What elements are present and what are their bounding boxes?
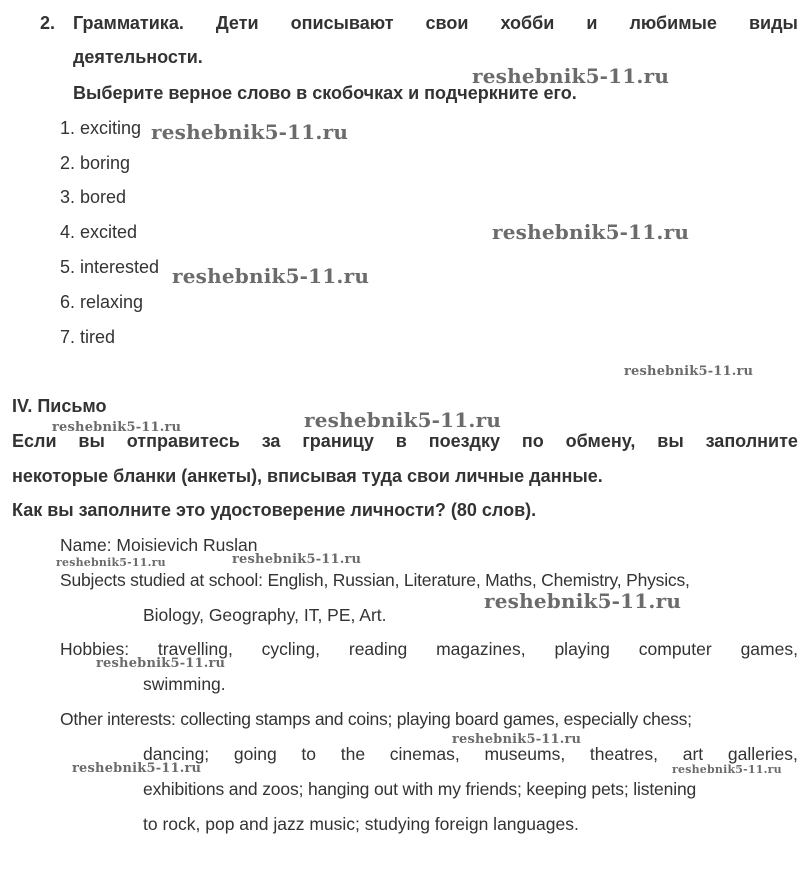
interests-word: cinemas, [389, 744, 460, 764]
interests-word: to [301, 744, 317, 764]
watermark: reshebnik5-11.ru [452, 732, 582, 747]
interests-word: museums, [484, 744, 566, 764]
hobbies-word: games, [740, 639, 798, 659]
hobbies-word: travelling, [157, 639, 233, 659]
heading-word: любимые [629, 13, 717, 33]
heading-word: Грамматика. [73, 13, 184, 33]
heading-word: свои [425, 13, 469, 33]
section4-para-line2: некоторые бланки (анкеты), вписывая туда свои личные данные. [12, 466, 603, 486]
answer-item-2: 2. boring [60, 153, 131, 173]
para-word: по [521, 431, 544, 451]
section4-title: IV. Письмо [12, 396, 107, 416]
section2-instruction: Выберите верное слово в скобочках и подчеркните его. [73, 83, 577, 103]
answer-item-4: 4. excited [60, 222, 138, 242]
para-word: отправитесь [126, 431, 240, 451]
heading-word: и [586, 13, 598, 33]
answer-item-7: 7. tired [60, 327, 116, 347]
interests-word: theatres, [589, 744, 659, 764]
form-interests-line3: exhibitions and zoos; hanging out with my friends; keeping pets; listening [143, 779, 697, 799]
watermark: reshebnik5-11.ru [672, 763, 782, 776]
hobbies-word: cycling, [261, 639, 321, 659]
answer-item-1: 1. exciting [60, 118, 142, 138]
interests-word: going [233, 744, 277, 764]
hobbies-word: magazines, [436, 639, 526, 659]
watermark: reshebnik5-11.ru [52, 420, 182, 435]
para-word: заполните [705, 431, 798, 451]
para-word: в [395, 431, 407, 451]
heading-word: описывают [290, 13, 394, 33]
para-word: поездку [428, 431, 500, 451]
watermark: reshebnik5-11.ru [304, 408, 502, 432]
hobbies-word: computer [638, 639, 712, 659]
watermark: reshebnik5-11.ru [172, 264, 370, 288]
para-word: границу [302, 431, 374, 451]
watermark: reshebnik5-11.ru [484, 589, 682, 613]
watermark: reshebnik5-11.ru [72, 761, 202, 776]
watermark: reshebnik5-11.ru [472, 64, 670, 88]
interests-word: the [340, 744, 366, 764]
watermark: reshebnik5-11.ru [56, 556, 166, 569]
watermark: reshebnik5-11.ru [96, 656, 226, 671]
interests-word: galleries, [727, 744, 798, 764]
form-name-line: Name: Moisievich Ruslan [60, 535, 258, 555]
watermark: reshebnik5-11.ru [151, 120, 349, 144]
interests-word: dancing; [143, 744, 210, 764]
heading-word: Дети [215, 13, 259, 33]
answer-item-3: 3. bored [60, 187, 127, 207]
section2-heading-line2: деятельности. [73, 47, 203, 67]
hobbies-word: Hobbies: [60, 639, 130, 659]
form-interests-line4: to rock, pop and jazz music; studying foreign languages. [143, 814, 579, 834]
section2-number: 2. [40, 13, 56, 33]
answer-item-5: 5. interested [60, 257, 160, 277]
form-subjects-line1: Subjects studied at school: English, Russian, Literature, Maths, Chemistry, Physics, [60, 570, 690, 590]
para-word: вы [78, 431, 105, 451]
watermark: reshebnik5-11.ru [624, 364, 754, 379]
form-hobbies-line2: swimming. [143, 674, 226, 694]
section4-para-line3: Как вы заполните это удостоверение личности? (80 слов). [12, 500, 537, 520]
hobbies-word: playing [554, 639, 610, 659]
interests-word: art [682, 744, 704, 764]
hobbies-word: reading [348, 639, 408, 659]
para-word: за [261, 431, 281, 451]
heading-word: виды [748, 13, 798, 33]
watermark: reshebnik5-11.ru [492, 220, 690, 244]
form-subjects-line2: Biology, Geography, IT, PE, Art. [143, 605, 387, 625]
para-word: Если [12, 431, 57, 451]
section2-heading-line1 [73, 13, 798, 34]
answer-item-6: 6. relaxing [60, 292, 144, 312]
para-word: вы [657, 431, 684, 451]
heading-word: хобби [500, 13, 555, 33]
para-word: обмену, [565, 431, 636, 451]
form-interests-line1: Other interests: collecting stamps and coins; playing board games, especially chess; [60, 709, 692, 729]
watermark: reshebnik5-11.ru [232, 552, 362, 567]
form-interests-line2 [143, 744, 798, 765]
